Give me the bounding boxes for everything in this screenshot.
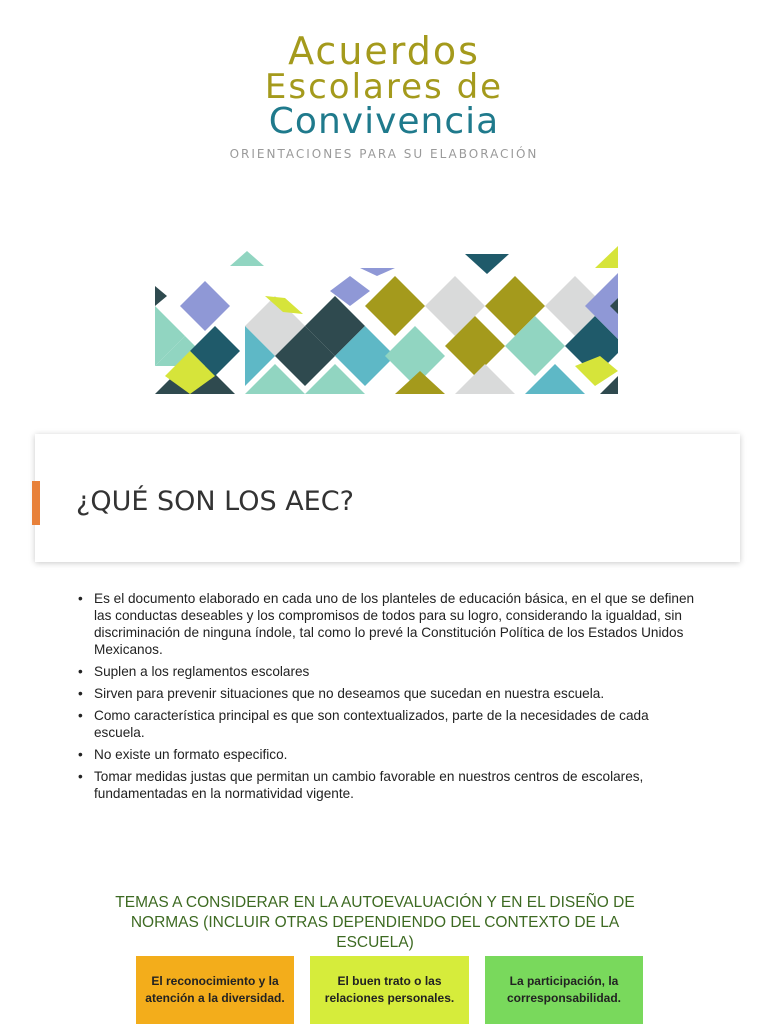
- decorative-triangle-pattern: [155, 246, 618, 394]
- bullet-item: • No existe un formato especifico.: [78, 746, 698, 763]
- topic-box-participacion: La participación, la corresponsabilidad.: [485, 956, 643, 1024]
- topic-box-buen-trato: El buen trato o las relaciones personales.: [310, 956, 469, 1024]
- section-title: ¿QUÉ SON LOS AEC?: [76, 486, 354, 517]
- logo-line-3: Convivencia: [268, 101, 500, 142]
- section-title-card: [35, 434, 740, 562]
- logo-subtitle: ORIENTACIONES PARA SU ELABORACIÓN: [229, 147, 539, 161]
- logo-line-2: Escolares de: [264, 67, 504, 107]
- topics-heading: TEMAS A CONSIDERAR EN LA AUTOEVALUACIÓN Y EN EL DISEÑO DE NORMAS (INCLUIR OTRAS DEPENDIENDO DEL CONTEXTO DE LA ESCUELA): [115, 894, 635, 951]
- topic-box-diversidad: El reconocimiento y la atención a la diversidad.: [136, 956, 294, 1024]
- bullet-item: • Tomar medidas justas que permitan un cambio favorable en nuestros centros de escolares, fundamentadas en la normatividad vigente.: [78, 768, 698, 802]
- bullet-item: • Suplen a los reglamentos escolares: [78, 663, 698, 680]
- logo: [0, 29, 768, 161]
- bullet-item: • Como característica principal es que son contextualizados, parte de la necesidades de cada escuela.: [78, 707, 698, 741]
- bullet-item: • Sirven para prevenir situaciones que no deseamos que sucedan en nuestra escuela.: [78, 685, 698, 702]
- accent-bar: [32, 481, 40, 525]
- bullet-list: [78, 590, 698, 807]
- logo-line-1: Acuerdos: [288, 29, 480, 73]
- bullet-item: • Es el documento elaborado en cada uno de los planteles de educación básica, en el que se definen las conductas deseables y los compromisos de todos para su logro, considerando la igualdad, sin discriminación de ninguna índole, tal como lo prevé la Constitución Política de los Estados Unidos Mexicanos.: [78, 590, 698, 658]
